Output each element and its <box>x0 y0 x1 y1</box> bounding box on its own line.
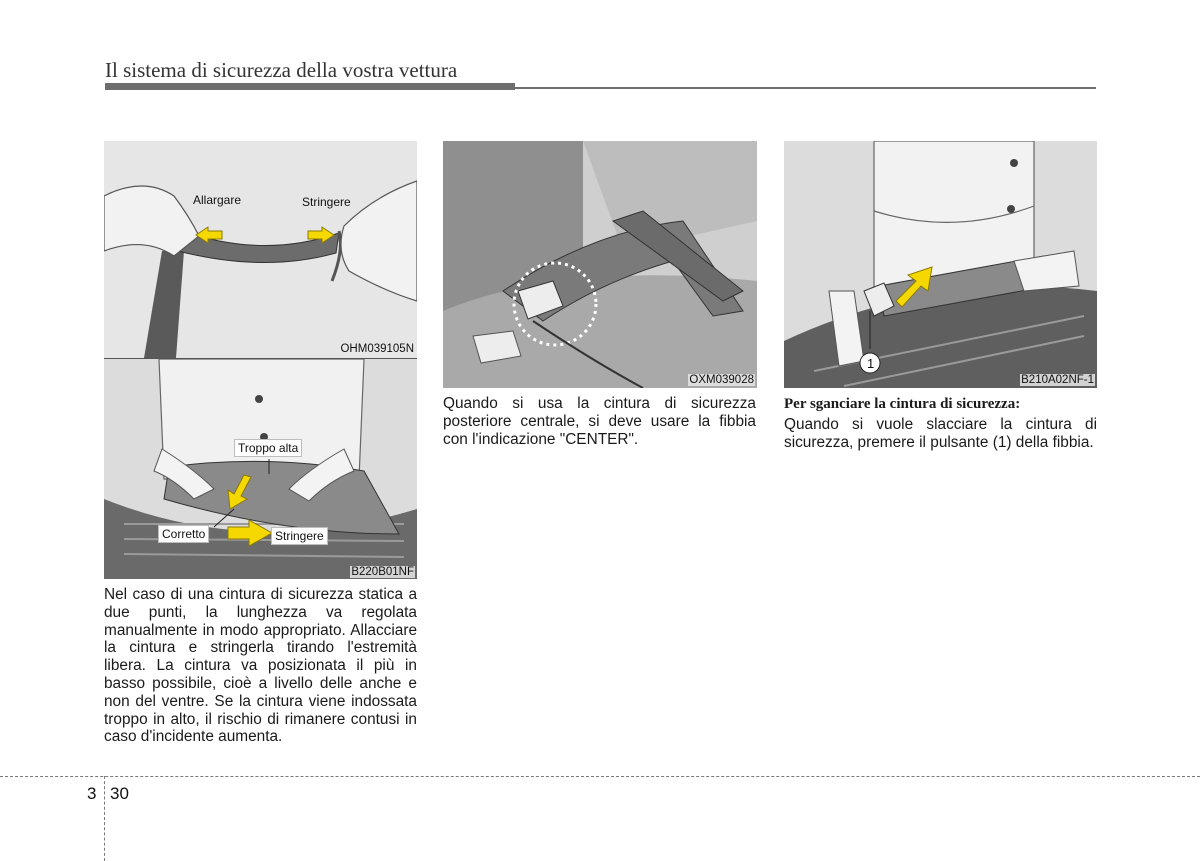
right-heading: Per sganciare la cintura di sicurezza: <box>784 396 1021 412</box>
rear-center-illustration <box>443 141 757 388</box>
label-tighten: Stringere <box>302 195 351 209</box>
label-widen: Allargare <box>193 193 242 207</box>
header-rule-thick <box>105 83 515 90</box>
callout-number-1: 1 <box>867 356 875 371</box>
figure-code: B220B01NF <box>351 566 414 578</box>
figure-unbuckle <box>784 141 1097 388</box>
left-paragraph: Nel caso di una cintura di sicurezza statica a due punti, la lunghezza va regolata manualmente in modo appropriato. Allacciare la cintura e stringerla tirando l'estremità libera. La cintura va posizionata il più in basso possibile, cioè a livello delle anche e non del ventre. Se la cintura viene indossata troppo in alto, il rischio di rimanere contusi in caso d'incidente aumenta. <box>104 586 417 746</box>
page-number: 30 <box>110 784 129 803</box>
chapter-number: 3 <box>87 784 97 803</box>
page-header-title: Il sistema di sicurezza della vostra vettura <box>105 58 458 82</box>
header-rule-thin <box>515 87 1096 89</box>
lap-position-illustration <box>104 359 417 579</box>
figure-code: OHM039105N <box>340 343 414 355</box>
footer-vertical-dashed-rule <box>104 776 105 861</box>
belt-adjust-illustration <box>104 141 417 358</box>
label-tighten: Stringere <box>271 527 328 545</box>
label-too-high: Troppo alta <box>234 439 302 457</box>
figure-belt-adjust <box>104 141 417 358</box>
figure-rear-center-belt <box>443 141 757 388</box>
figure-lap-position <box>104 358 417 579</box>
footer-dashed-rule <box>0 776 1200 777</box>
figure-code: OXM039028 <box>689 374 754 386</box>
right-paragraph: Quando si vuole slacciare la cintura di sicurezza, premere il pulsante (1) della fibbia. <box>784 416 1097 451</box>
figure-code: B210A02NF-1 <box>1021 374 1094 386</box>
unbuckle-illustration <box>784 141 1097 388</box>
label-correct: Corretto <box>158 525 209 543</box>
middle-paragraph: Quando si usa la cintura di sicurezza posteriore centrale, si deve usare la fibbia con l'indicazione "CENTER". <box>443 395 756 448</box>
